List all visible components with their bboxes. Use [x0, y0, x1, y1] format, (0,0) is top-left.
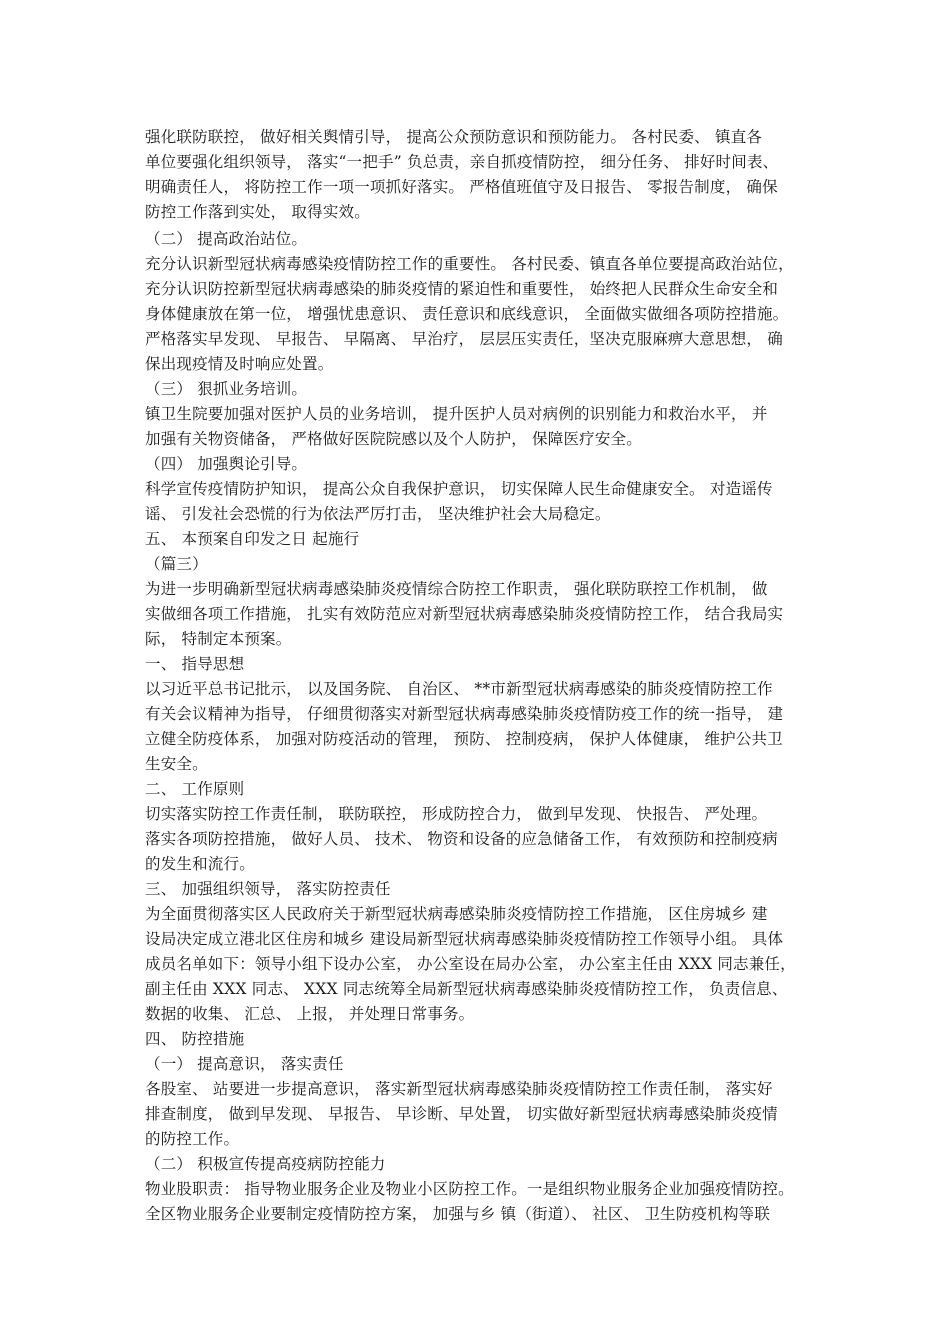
text-line: 保出现疫情及时响应处置。 [145, 355, 334, 373]
text-line: 身体健康放在第一位， 增强忧患意识、 责任意识和底线意识， 全面做实做细各项防控措施。 [145, 305, 789, 323]
text-line: 的防控工作。 [145, 1130, 240, 1148]
text-line: 明确责任人， 将防控工作一项一项抓好落实。 严格值班值守及日报告、 零报告制度， 确保 [145, 178, 778, 196]
text-line: 以习近平总书记批示， 以及国务院、 自治区、 **市新型冠状病毒感染的肺炎疫情防控工作 [145, 680, 773, 698]
section-heading: 五、 本预案自印发之日 起施行 [145, 530, 360, 548]
text-line: 各股室、 站要进一步提高意识， 落实新型冠状病毒感染肺炎疫情防控工作责任制， 落实好 [145, 1080, 773, 1098]
text-line: 立健全防疫体系， 加强对防疫活动的管理， 预防、 控制疫病， 保护人体健康， 维护公共卫 [145, 730, 783, 748]
text-line: 数据的收集、 汇总、 上报， 并处理日常事务。 [145, 1005, 475, 1023]
text-line: 落实各项防控措施， 做好人员、 技术、 物资和设备的应急储备工作， 有效预防和控制疫病 [145, 830, 778, 848]
text-line: 强化联防联控， 做好相关舆情引导， 提高公众预防意识和预防能力。 各村民委、 镇直各 [145, 128, 763, 146]
text-line: 严格落实早发现、 早报告、 早隔离、 早治疗， 层层压实责任，坚决克服麻痹大意思想， 确 [145, 330, 783, 348]
text-line: 成员名单如下：领导小组下设办公室， 办公室设在局办公室， 办公室主任由 XXX 同志兼任， [145, 955, 796, 973]
section-heading: 三、 加强组织领导， 落实防控责任 [145, 880, 391, 898]
section-heading: 二、 工作原则 [145, 780, 245, 798]
text-line: 物业股职责： 指导物业服务企业及物业小区防控工作。一是组织物业服务企业加强疫情防控。 [145, 1180, 794, 1198]
section-heading: （篇三） [145, 555, 208, 573]
text-line: 单位要强化组织领导， 落实“一把手” 负总责，亲自抓疫情防控， 细分任务、 排好时间表、 [145, 153, 779, 171]
text-line: 生安全。 [145, 755, 208, 773]
text-line: 充分认识新型冠状病毒感染疫情防控工作的重要性。 各村民委、镇直各单位要提高政治站位， [145, 255, 794, 273]
text-line: 防控工作落到实处， 取得实效。 [145, 203, 370, 221]
text-line: 的发生和流行。 [145, 855, 255, 873]
section-heading: （四） 加强舆论引导。 [145, 455, 308, 473]
text-line: 加强有关物资储备， 严格做好医院院感以及个人防护， 保障医疗安全。 [145, 430, 642, 448]
section-heading: 一、 指导思想 [145, 655, 245, 673]
text-line: 实做细各项工作措施， 扎实有效防范应对新型冠状病毒感染肺炎疫情防控工作， 结合我局实 [145, 605, 784, 623]
text-line: 全区物业服务企业要制定疫情防控方案， 加强与乡 镇（街道）、 社区、 卫生防疫机构等联 [145, 1205, 771, 1223]
text-line: 有关会议精神为指导， 仔细贯彻落实对新型冠状病毒感染肺炎疫情防疫工作的统一指导， 建 [145, 705, 784, 723]
text-line: 际， 特制定本预案。 [145, 630, 292, 648]
text-line: 谣、 引发社会恐慌的行为依法严厉打击， 坚决维护社会大局稳定。 [145, 505, 611, 523]
text-line: 设局决定成立港北区住房和城乡 建设局新型冠状病毒感染肺炎疫情防控工作领导小组。 具体 [145, 930, 784, 948]
text-line: 副主任由 XXX 同志、 XXX 同志统筹全局新型冠状病毒感染肺炎疫情防控工作， 负责信息、 [145, 980, 788, 998]
text-line: 充分认识防控新型冠状病毒感染的肺炎疫情的紧迫性和重要性， 始终把人民群众生命安全和 [145, 280, 779, 298]
text-line: 为全面贯彻落实区人民政府关于新型冠状病毒感染肺炎疫情防控工作措施， 区住房城乡 建 [145, 905, 768, 923]
text-line: 排查制度， 做到早发现、 早报告、 早诊断、早处置， 切实做好新型冠状病毒感染肺炎疫情 [145, 1105, 778, 1123]
section-heading: 四、 防控措施 [145, 1030, 245, 1048]
section-heading: （三） 狠抓业务培训。 [145, 380, 308, 398]
section-heading: （二） 积极宣传提高疫病防控能力 [145, 1155, 386, 1173]
text-line: 科学宣传疫情防护知识， 提高公众自我保护意识， 切实保障人民生命健康安全。 对造谣传 [145, 480, 773, 498]
text-line: 镇卫生院要加强对医护人员的业务培训， 提升医护人员对病例的识别能力和救治水平， 并 [145, 405, 768, 423]
text-line: 为进一步明确新型冠状病毒感染肺炎疫情综合防控工作职责， 强化联防联控工作机制， 做 [145, 580, 768, 598]
text-line: 切实落实防控工作责任制， 联防联控， 形成防控合力， 做到早发现、 快报告、 严处理。 [145, 805, 768, 823]
section-heading: （一） 提高意识， 落实责任 [145, 1055, 344, 1073]
section-heading: （二） 提高政治站位。 [145, 230, 308, 248]
